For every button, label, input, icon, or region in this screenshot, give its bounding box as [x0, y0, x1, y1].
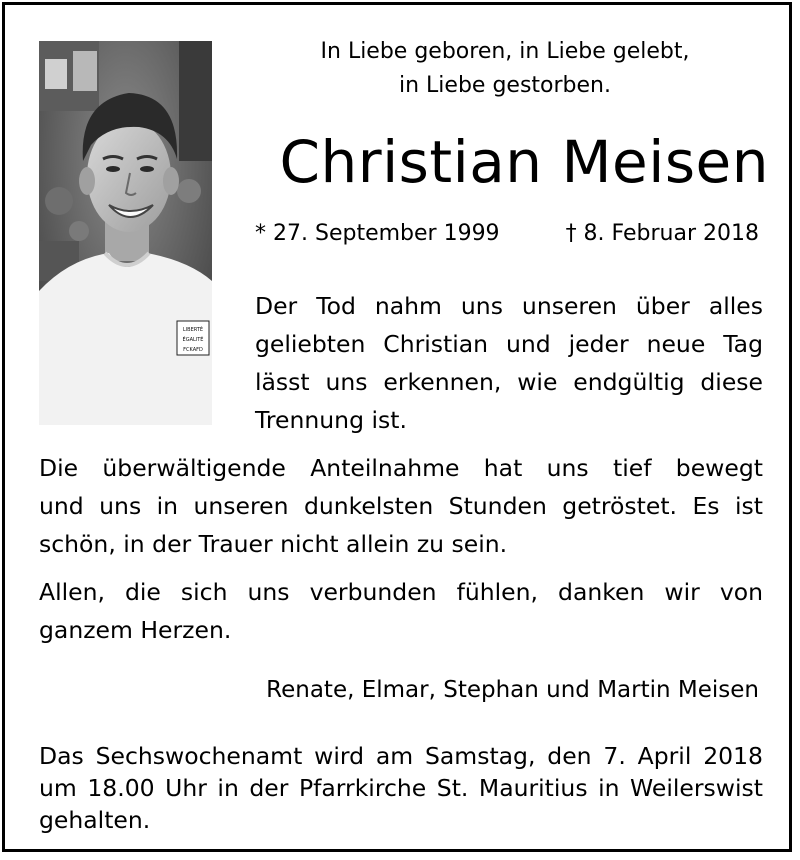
thanks-line: und uns in unseren dunkelsten Stunden getröstet. Es ist — [39, 492, 763, 520]
quote-line: in Liebe gestorben. — [399, 73, 611, 98]
family-signature: Renate, Elmar, Stephan und Martin Meisen — [266, 677, 759, 703]
intro-line: Der Tod nahm uns unseren über alles — [255, 292, 763, 320]
death-date: † 8. Februar 2018 — [565, 221, 759, 246]
shirt-print-line: ÉGALITÉ — [182, 337, 204, 343]
service-line: Das Sechswochenamt wird am Samstag, den 7. April 2018 — [39, 742, 763, 770]
obituary-notice — [2, 2, 792, 852]
service-line: um 18.00 Uhr in der Pfarrkirche St. Mauritius in Weilerswist — [39, 774, 763, 802]
thanks-line: Die überwältigende Anteilnahme hat uns tief bewegt — [39, 454, 763, 482]
quote-line: In Liebe geboren, in Liebe gelebt, — [320, 39, 690, 64]
shirt-print-line: FCKAFD — [183, 347, 203, 353]
shirt-print-line: LIBERTÉ — [182, 327, 204, 333]
birth-date: * 27. September 1999 — [255, 221, 500, 246]
intro-line: lässt uns erkennen, wie endgültig diese — [255, 368, 763, 396]
portrait-photo — [39, 41, 212, 425]
intro-line: Trennung ist. — [255, 406, 407, 434]
gratitude-line: ganzem Herzen. — [39, 616, 232, 644]
gratitude-line: Allen, die sich uns verbunden fühlen, danken wir von — [39, 578, 763, 606]
deceased-name: Christian Meisen — [279, 128, 769, 196]
service-line: gehalten. — [39, 806, 151, 834]
intro-line: geliebten Christian und jeder neue Tag — [255, 330, 763, 358]
thanks-line: schön, in der Trauer nicht allein zu sein. — [39, 530, 508, 558]
